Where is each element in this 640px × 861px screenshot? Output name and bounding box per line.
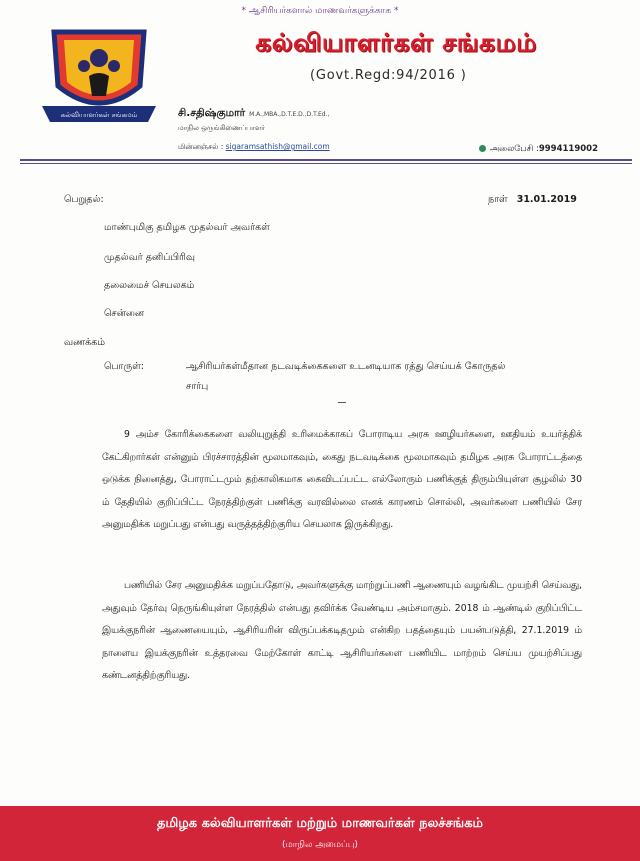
logo-caption: கல்வியாளர்கள் சங்கமம் [60, 111, 138, 119]
subject-label: பொருள்: [104, 361, 145, 372]
organization-name: கல்வியாளர்கள் சங்கமம் [255, 28, 537, 57]
body-paragraph-1 [102, 424, 582, 537]
header-divider-thin [20, 163, 632, 164]
phone-label: அலைபேசி : [489, 144, 539, 154]
sender-name-line [178, 107, 329, 120]
to-label: பெறுதல்: [64, 194, 104, 205]
phone-number: 9994119002 [538, 144, 598, 154]
email-link[interactable]: sigaramsathish@gmail.com [225, 142, 330, 151]
greeting: வணக்கம் [64, 337, 105, 348]
sender-name: சி.சதிஷ்குமார் [178, 107, 246, 119]
subject-line-2: சார்பு [186, 381, 209, 392]
paragraph-1-text: 9 அம்ச கோரிக்கைகளை வலியுறுத்தி உரிமைக்காகப் போராடிய அரசு ஊழியர்களை, ஊதியம் உயர்த்திக் கேட்கிறார்கள் என்னும் பிரச்சாரத்தின் மூலமாகவும், கைது நடவடிக்கை மூலமாகவும் தமிழக அரசு போராட்டத்தை ஒடுக்க நினைத்து, போராட்டமும் தற்காலிகமாக கைவிடப்பட்ட எல்லோரும் பணிக்குத் திரும்பியுள்ள சூழலில் 30 ம் தேதியில் குறிப்பிட்ட நேரத்திற்குள் பணிக்கு வரவில்லை எனக் காரணம் சொல்லி, அவர்களை பணியில் சேர அனுமதிக்க மறுப்பது என்பது வருத்தத்திற்குரிய செயலாக இருக்கிறது. [102, 429, 582, 530]
body-paragraph-2 [102, 575, 582, 688]
date-value: 31.01.2019 [516, 194, 577, 205]
sender-email-line [178, 142, 330, 152]
recipient-line: முதல்வர் தனிப்பிரிவு [104, 252, 195, 263]
email-label: மின்னஞ்சல் : [178, 142, 224, 151]
footer-title: தமிழக கல்வியாளர்கள் மற்றும் மாணவர்கள் நலச்சங்கம் [157, 816, 483, 831]
footer-subtitle: (மாநில அமைப்பு) [282, 840, 358, 850]
recipient-line: மாண்புமிகு தமிழக முதல்வர் அவர்கள் [104, 222, 270, 233]
separator-dash [338, 402, 346, 403]
paragraph-2-text: பணியில் சேர அனுமதிக்க மறுப்பதோடு, அவர்களுக்கு மாற்றுப்பணி ஆணையும் வழங்கிட முயற்சி செய்வது, அதுவும் தேர்வு நெருங்கியுள்ள நேரத்தில் என்பது தவிர்க்க வேண்டிய அம்சமாகும். 2018 ம் ஆண்டில் குறிப்பிட்ட இயக்குநரின் ஆணையையும், ஆசிரியரின் விருப்பக்கடிதமும் என்கிற பதத்தையும் பயன்படுத்தி, 27.1.2019 ம் நாளைய இயக்குநரின் உத்தரவை மேற்கோள் காட்டி ஆசிரியர்களை பணியிட மாற்றம் செய்ய முயற்சிப்பது கண்டனத்திற்குரியது. [102, 580, 582, 681]
logo-figure-icon [90, 49, 108, 67]
header-tagline: * ஆசிரியர்களால் மாணவர்களுக்காக * [241, 6, 399, 16]
subject-line-1: ஆசிரியர்கள்மீதான நடவடிக்கைகளை உடனடியாக ரத்து செய்யக் கோருதல் [186, 361, 506, 372]
header-divider [20, 159, 632, 161]
recipient-line: சென்னை [104, 308, 145, 319]
phone-icon [479, 145, 486, 152]
footer-band [0, 806, 640, 861]
date-label: நாள் [488, 194, 508, 205]
date-line [488, 194, 577, 206]
organization-logo [40, 24, 158, 132]
sender-qualifications: M.A.,MBA.,D.T.E.D.,D.T.Ed., [249, 111, 330, 118]
sender-role: மாநில ஒருங்கிணைப்பாளர் [178, 124, 265, 132]
registration-number: (Govt.Regd:94/2016 ) [310, 68, 467, 83]
recipient-line: தலைமைச் செயலகம் [104, 280, 195, 291]
sender-phone-line [479, 144, 598, 155]
